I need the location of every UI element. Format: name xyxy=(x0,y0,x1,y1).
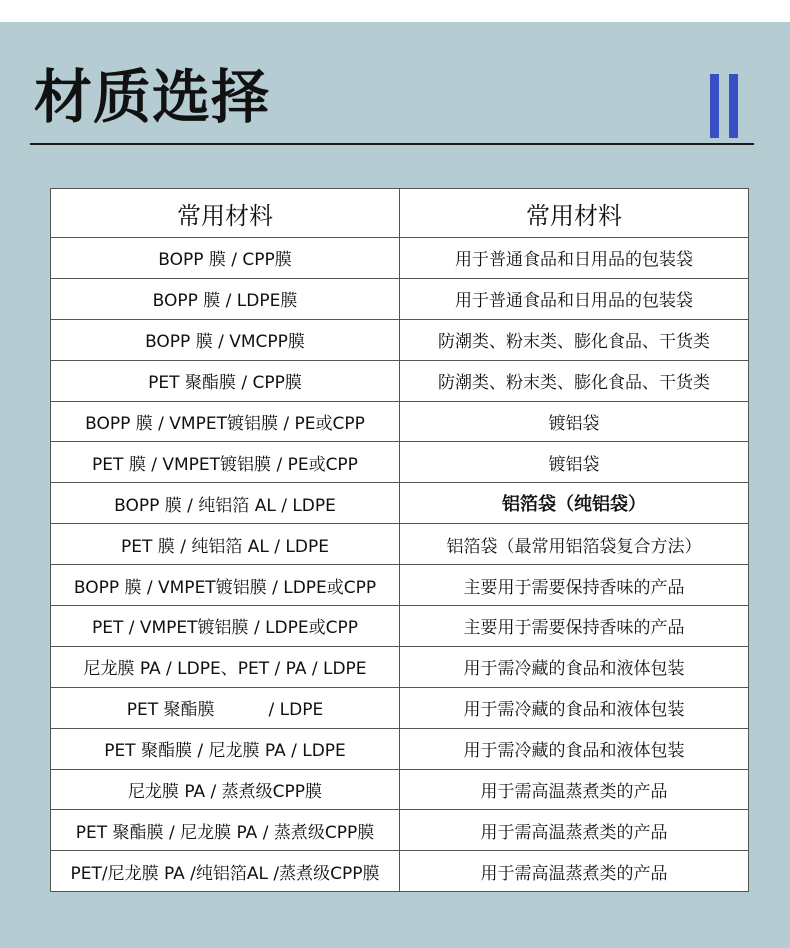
table-row xyxy=(51,278,749,319)
usage-cell: 镀铝袋 xyxy=(400,401,749,442)
material-cell: 尼龙膜 PA / 蒸煮级CPP膜 xyxy=(51,769,400,810)
table-row xyxy=(51,646,749,687)
material-cell: PET / VMPET镀铝膜 / LDPE或CPP xyxy=(51,606,400,647)
material-cell: PET 聚酯膜 / 尼龙膜 PA / LDPE xyxy=(51,728,400,769)
accent-bar xyxy=(710,74,719,138)
column-header-material: 常用材料 xyxy=(51,189,400,238)
material-cell: PET 聚酯膜 / CPP膜 xyxy=(51,360,400,401)
usage-cell: 用于需高温蒸煮类的产品 xyxy=(400,851,749,892)
material-cell: 尼龙膜 PA / LDPE、PET / PA / LDPE xyxy=(51,646,400,687)
table-row xyxy=(51,401,749,442)
table-row xyxy=(51,442,749,483)
usage-cell: 铝箔袋（最常用铝箔袋复合方法） xyxy=(400,524,749,565)
material-cell: BOPP 膜 / VMPET镀铝膜 / LDPE或CPP xyxy=(51,565,400,606)
usage-cell: 镀铝袋 xyxy=(400,442,749,483)
material-cell: PET 聚酯膜 / LDPE xyxy=(51,687,400,728)
usage-cell: 用于需冷藏的食品和液体包装 xyxy=(400,687,749,728)
double-bar-icon xyxy=(710,74,740,138)
top-band xyxy=(0,0,790,22)
usage-cell: 用于普通食品和日用品的包装袋 xyxy=(400,278,749,319)
usage-cell: 用于需冷藏的食品和液体包装 xyxy=(400,728,749,769)
material-cell: BOPP 膜 / CPP膜 xyxy=(51,238,400,279)
table-row xyxy=(51,565,749,606)
material-cell: PET 膜 / 纯铝箔 AL / LDPE xyxy=(51,524,400,565)
table-row xyxy=(51,238,749,279)
material-cell: BOPP 膜 / 纯铝箔 AL / LDPE xyxy=(51,483,400,524)
material-cell: BOPP 膜 / LDPE膜 xyxy=(51,278,400,319)
table-row xyxy=(51,606,749,647)
usage-cell: 用于普通食品和日用品的包装袋 xyxy=(400,238,749,279)
table-row xyxy=(51,483,749,524)
table-row xyxy=(51,360,749,401)
material-cell: BOPP 膜 / VMCPP膜 xyxy=(51,319,400,360)
usage-cell: 防潮类、粉末类、膨化食品、干货类 xyxy=(400,360,749,401)
usage-cell: 铝箔袋（纯铝袋） xyxy=(400,483,749,524)
table-row xyxy=(51,728,749,769)
title-divider xyxy=(30,143,754,145)
table-row xyxy=(51,810,749,851)
usage-cell: 主要用于需要保持香味的产品 xyxy=(400,565,749,606)
usage-cell: 用于需高温蒸煮类的产品 xyxy=(400,769,749,810)
table-row xyxy=(51,687,749,728)
page-title: 材质选择 xyxy=(34,63,271,131)
table-row xyxy=(51,319,749,360)
table-row xyxy=(51,851,749,892)
usage-cell: 用于需冷藏的食品和液体包装 xyxy=(400,646,749,687)
material-cell: PET/尼龙膜 PA /纯铝箔AL /蒸煮级CPP膜 xyxy=(51,851,400,892)
materials-table xyxy=(50,188,749,892)
usage-cell: 主要用于需要保持香味的产品 xyxy=(400,606,749,647)
table-row xyxy=(51,524,749,565)
usage-cell: 防潮类、粉末类、膨化食品、干货类 xyxy=(400,319,749,360)
material-cell: PET 膜 / VMPET镀铝膜 / PE或CPP xyxy=(51,442,400,483)
material-cell: BOPP 膜 / VMPET镀铝膜 / PE或CPP xyxy=(51,401,400,442)
table-header-row xyxy=(51,189,749,238)
usage-cell: 用于需高温蒸煮类的产品 xyxy=(400,810,749,851)
table-row xyxy=(51,769,749,810)
material-cell: PET 聚酯膜 / 尼龙膜 PA / 蒸煮级CPP膜 xyxy=(51,810,400,851)
accent-bar xyxy=(729,74,738,138)
column-header-usage: 常用材料 xyxy=(400,189,749,238)
